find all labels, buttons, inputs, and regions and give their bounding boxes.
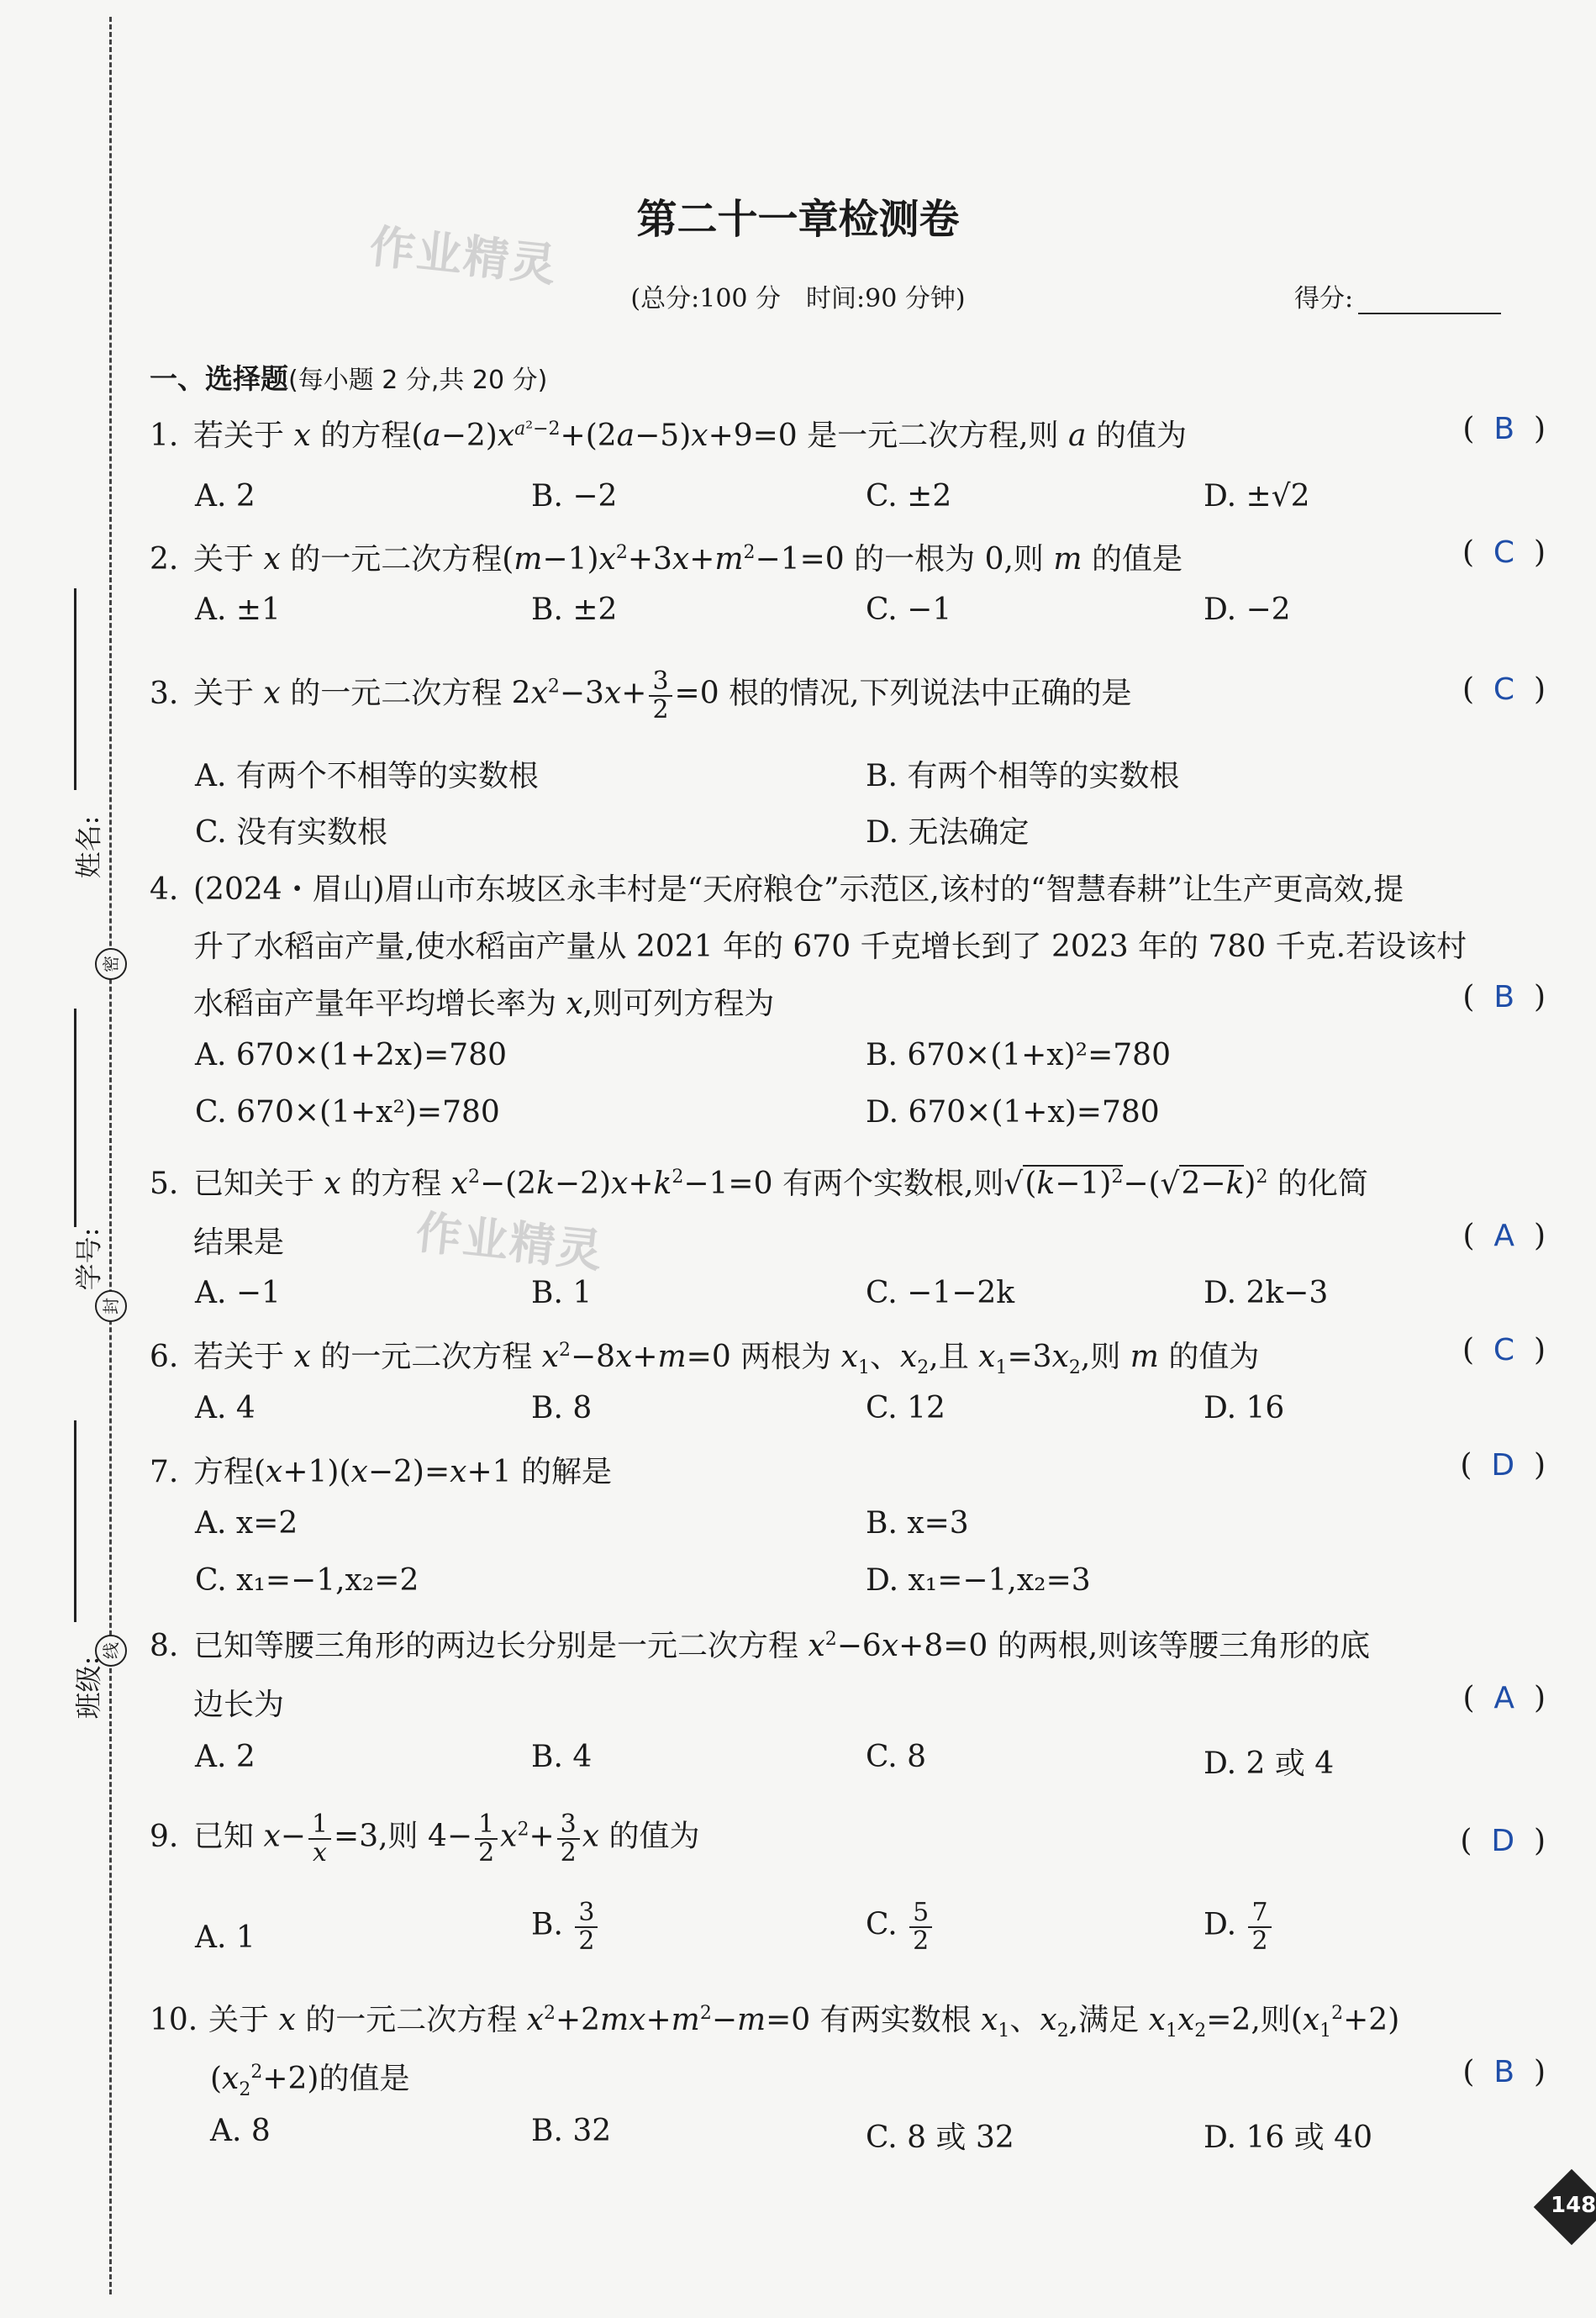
q5-option-d: D. 2k−3 <box>1204 1276 1329 1310</box>
question-6: 6. 若关于 x 的一元二次方程 $x^2-8x+m=0$ 两根为 $x_1$、$x_2$,且 $x_1=3x_2$,则 m 的值为 <box>150 1340 1260 1379</box>
answer-4: ( B ) <box>1462 980 1546 1014</box>
q10-option-d: D. 16 或 40 <box>1204 2120 1372 2155</box>
q5-option-a: A. −1 <box>195 1276 281 1310</box>
answer-6: ( C ) <box>1462 1333 1546 1367</box>
q5-option-c: C. −1−2k <box>866 1276 1015 1310</box>
question-4-line-3: 水稻亩产量年平均增长率为 x,则可列方程为 <box>193 987 775 1021</box>
score-field[interactable] <box>1294 277 1501 314</box>
answer-10: ( B ) <box>1462 2055 1546 2089</box>
q9-option-c: C. $\frac{5}{2}$ <box>866 1899 935 1954</box>
q7-option-a: A. x=2 <box>195 1506 298 1541</box>
answer-2: ( C ) <box>1462 535 1546 570</box>
q7-option-c: C. x₁=−1,x₂=2 <box>195 1563 419 1598</box>
question-5-line-1: 5. 已知关于 x 的方程 $x^2-(2k-2)x+k^2-1=0$ 有两个实数根,则$√(k-1)^2-(√2-k)^2$ 的化简 <box>150 1167 1368 1201</box>
q6-option-b: B. 8 <box>531 1391 593 1425</box>
seal-xian: 线 <box>95 1635 127 1667</box>
answer-5: ( A ) <box>1462 1219 1546 1253</box>
watermark-2: 作业精灵 <box>413 1205 607 1278</box>
q2-option-b: B. ±2 <box>531 593 618 627</box>
q10-option-c: C. 8 或 32 <box>866 2120 1014 2155</box>
question-2: 2. 关于 x 的一元二次方程$(m-1)x^2+3x+m^2-1=0$ 的一根为 0,则 m 的值是 <box>150 542 1183 577</box>
seal-feng: 封 <box>95 1290 127 1322</box>
q8-option-c: C. 8 <box>866 1740 927 1774</box>
exam-info: (总分:100 分 时间:90 分钟) <box>630 284 966 313</box>
class-blank[interactable] <box>74 1420 76 1622</box>
q4-option-c: C. 670×(1+x²)=780 <box>195 1095 500 1130</box>
q3-option-d: D. 无法确定 <box>866 815 1030 850</box>
answer-1: ( B ) <box>1462 412 1546 446</box>
q1-option-c: C. ±2 <box>866 479 952 514</box>
answer-3: ( C ) <box>1462 672 1546 707</box>
question-3: 3. 关于 x 的一元二次方程 $2x^2-3x+$ $\frac{3}{2}$ =0 根的情况,下列说法中正确的是 <box>150 666 1132 724</box>
class-label: 班级: <box>72 1656 105 1720</box>
cut-line <box>109 17 112 2294</box>
score-label: 得分: <box>1294 284 1354 313</box>
page-number-badge <box>1534 2169 1596 2246</box>
section-title: 一、选择题(每小题 2 分,共 20 分) <box>150 362 548 395</box>
question-8-line-1: 8. 已知等腰三角形的两边长分别是一元二次方程 $x^2-6x+8=0$ 的两根,则该等腰三角形的底 <box>150 1629 1371 1663</box>
q1-option-d: D. ±√2 <box>1204 479 1310 514</box>
q1-option-b: B. −2 <box>531 479 618 514</box>
name-label: 姓名: <box>72 815 105 879</box>
question-9: 9. 已知 x− $\frac{1}{x}$ =3,则 4− $\frac{1}{2}$ $x^2+$ $\frac{3}{2}$ x 的值为 <box>150 1810 700 1868</box>
id-label: 学号: <box>72 1227 105 1291</box>
q4-option-d: D. 670×(1+x)=780 <box>866 1095 1160 1130</box>
question-5-line-2: 结果是 <box>193 1225 285 1260</box>
q3-option-a: A. 有两个不相等的实数根 <box>195 759 539 793</box>
question-1: 1. 若关于 x 的方程$(a-2)x^{a^2-2}+(2a-5)x+9=0$ 是一元二次方程,则 a 的值为 <box>150 419 1187 453</box>
question-10-line-2: $(x_2^2+2)$的值是 <box>210 2062 410 2101</box>
watermark: 作业精灵 <box>366 219 561 292</box>
q7-option-b: B. x=3 <box>866 1506 969 1541</box>
score-blank[interactable] <box>1358 313 1501 314</box>
q2-option-d: D. −2 <box>1204 593 1291 627</box>
q2-option-c: C. −1 <box>866 593 952 627</box>
q2-option-a: A. ±1 <box>195 593 281 627</box>
q7-option-d: D. x₁=−1,x₂=3 <box>866 1563 1091 1598</box>
answer-8: ( A ) <box>1462 1681 1546 1715</box>
q8-option-d: D. 2 或 4 <box>1204 1746 1335 1781</box>
q9-option-b: B. $\frac{3}{2}$ <box>531 1899 600 1954</box>
q6-option-a: A. 4 <box>195 1391 255 1425</box>
q9-option-a: A. 1 <box>195 1920 255 1955</box>
q8-option-a: A. 2 <box>195 1740 255 1774</box>
answer-9: ( D ) <box>1460 1824 1546 1858</box>
question-10-line-1: 10. 关于 x 的一元二次方程 $x^2+2mx+m^2-m=0$ 有两实数根 $x_1$、$x_2$,满足 $x_1x_2=2$,则$(x_1^2+2)$ <box>150 2003 1400 2042</box>
question-4-line-2: 升了水稻亩产量,使水稻亩产量从 2021 年的 670 千克增长到了 2023 年的 780 千克.若设该村 <box>193 930 1467 964</box>
q6-option-c: C. 12 <box>866 1391 945 1425</box>
q10-option-b: B. 32 <box>531 2114 612 2148</box>
q9-option-d: D. $\frac{7}{2}$ <box>1204 1899 1274 1954</box>
q3-option-c: C. 没有实数根 <box>195 815 388 850</box>
page-title: 第二十一章检测卷 <box>636 196 960 243</box>
q8-option-b: B. 4 <box>531 1740 593 1774</box>
q6-option-d: D. 16 <box>1204 1391 1285 1425</box>
question-8-line-2: 边长为 <box>193 1688 285 1722</box>
q4-option-a: A. 670×(1+2x)=780 <box>195 1038 508 1072</box>
question-7: 7. 方程(x+1)(x−2)=x+1 的解是 <box>150 1455 612 1489</box>
seal-mi: 密 <box>95 948 127 980</box>
q5-option-b: B. 1 <box>531 1276 593 1310</box>
name-blank[interactable] <box>74 588 76 790</box>
id-blank[interactable] <box>74 1009 76 1227</box>
answer-7: ( D ) <box>1460 1448 1546 1483</box>
q3-option-b: B. 有两个相等的实数根 <box>866 759 1180 793</box>
q10-option-a: A. 8 <box>210 2114 271 2148</box>
page-number: 148 <box>1550 2192 1596 2218</box>
q1-option-a: A. 2 <box>195 479 255 514</box>
question-4-line-1: 4. (2024・眉山)眉山市东坡区永丰村是“天府粮仓”示范区,该村的“智慧春耕”让生产更高效,提 <box>150 872 1404 907</box>
q4-option-b: B. 670×(1+x)²=780 <box>866 1038 1171 1072</box>
